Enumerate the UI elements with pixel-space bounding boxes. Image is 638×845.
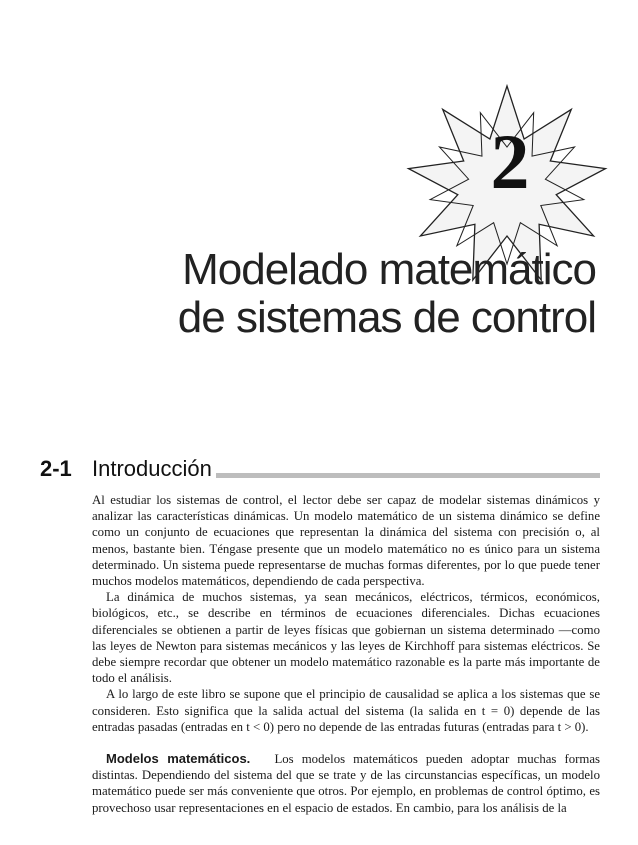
chapter-title-line-2: de sistemas de control — [177, 293, 596, 342]
chapter-number: 2 — [490, 118, 530, 205]
section-number: 2-1 — [40, 456, 72, 481]
paragraph: A lo largo de este libro se supone que el principio de causalidad se aplica a los sistemas que se consideren. Esto significa que la salida actual del sistema (la salida en t = 0) depende de las entradas pasadas (entradas en t < 0) pero no depende de las entradas futuras (entradas para t > 0). — [92, 687, 600, 734]
runin-text: Los modelos matemáticos pueden adoptar muchas formas distintas. Dependiendo del sistema del que se trate y de las circunstancias específicas, un modelo matemático puede ser más conveniente que otros. Por ejemplo, en problemas de control óptimo, es provechoso usar representaciones en el espacio de estados. En cambio, para los análisis de la — [92, 752, 600, 815]
runin-heading: Modelos matemáticos. — [106, 751, 251, 767]
paragraph: Al estudiar los sistemas de control, el lector debe ser capaz de modelar sistemas dinámicos y analizar las características dinámicas. Un modelo matemático de un sistema dinámico se define como un conjunto de ecuaciones que representan la dinámica del sistema con precisión o, al menos, bastante bien. Téngase presente que un modelo matemático no es único para un sistema determinado. Un sistema puede representarse de muchas formas diferentes, por lo que puede tener muchos modelos matemáticos, dependiendo de cada perspectiva. — [92, 493, 600, 589]
chapter-title-line-1: Modelado matemático — [182, 245, 596, 294]
section-rule — [216, 473, 600, 478]
section-heading — [40, 456, 600, 486]
paragraph: La dinámica de muchos sistemas, ya sean mecánicos, eléctricos, térmicos, económicos, biológicos, etc., se describe en términos de ecuaciones diferenciales. Dichas ecuaciones diferenciales se obtienen a partir de leyes físicas que gobiernan un sistema determinado —como las leyes de Newton para sistemas mecánicos y las leyes de Kirchhoff para sistemas eléctricos. Se debe siempre recordar que obtener un modelo matemático razonable es la parte más importante de todo el análisis. — [92, 590, 600, 686]
paragraph-modelos — [92, 751, 600, 816]
body-text — [92, 492, 600, 816]
section-title: Introducción — [92, 456, 212, 481]
